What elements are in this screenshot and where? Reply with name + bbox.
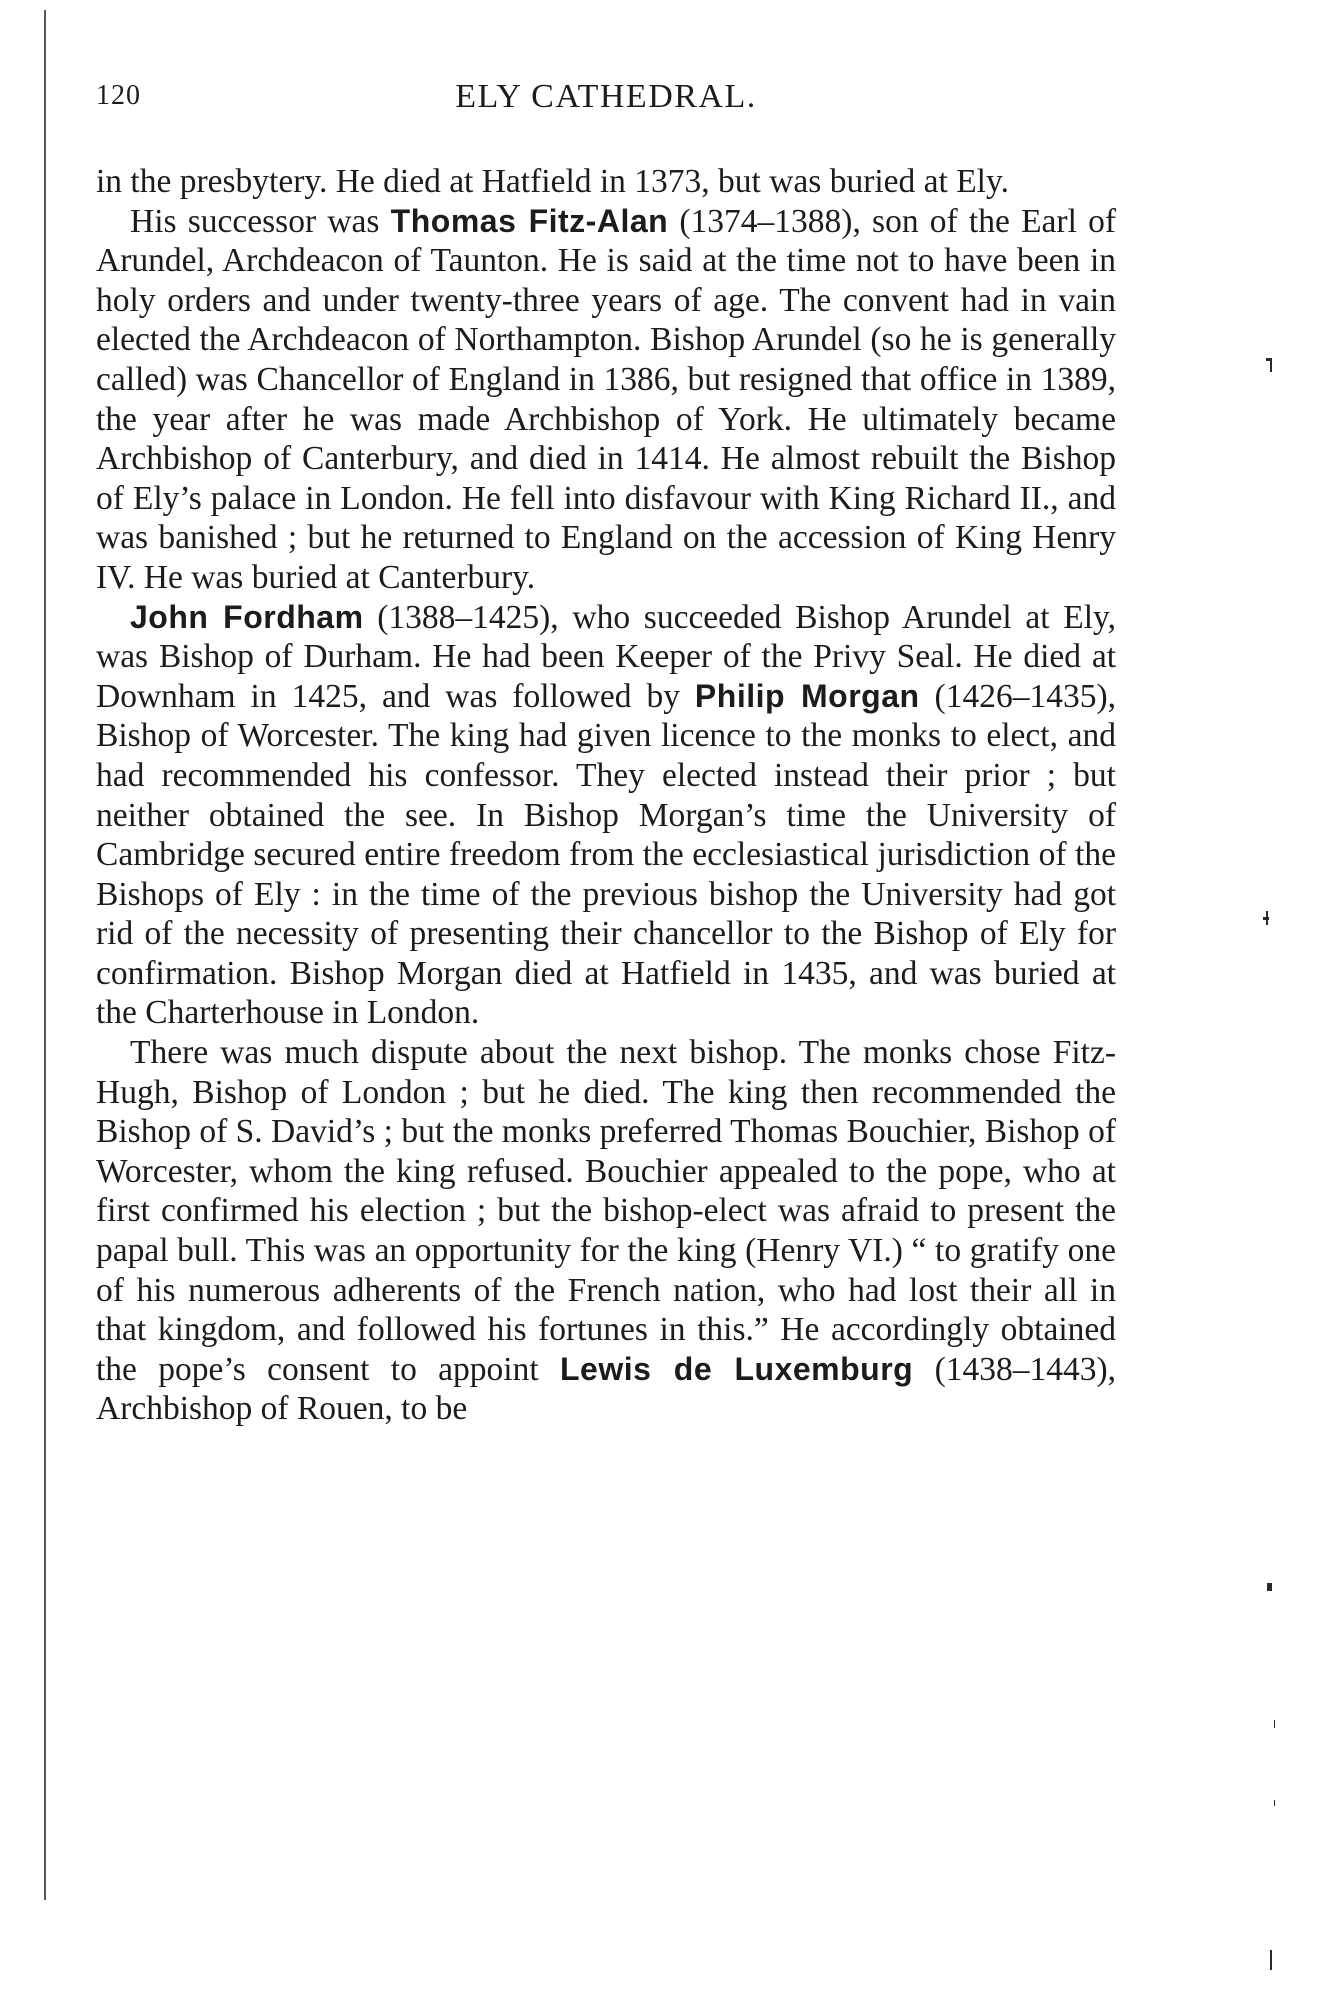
text-run: There was much dispute about the next bishop. The monks chose Fitz-Hugh, Bishop of London ; but he died. The king then recommended the Bishop of S. David’s ; but the monks preferred Thomas Bouchier, Bishop of Worcester, whom the king refused. Bouchier appealed to the pope, who at first confirmed his election ; but the bishop-elect was afraid to present the papal bull. This was an opportunity for the king (Henry VI.) “ to gratify one of his numerous adherents of the French nation, who had lost their all in that kingdom, and followed his fortunes in this.” He accordingly obtained the pope’s consent to appoint — [96, 1034, 1116, 1388]
text-run: (1388–1425), who succeeded Bishop Arundel at Ely, was Bishop of Durham. He had been Keeper of the Privy Seal. He died at Downham in 1425, and was followed by — [96, 598, 1116, 715]
bishop-name: Thomas Fitz-Alan — [390, 202, 669, 239]
scan-speck — [1270, 1950, 1272, 1970]
text-run: His successor was — [130, 202, 391, 240]
page-header — [96, 78, 1116, 122]
page-gutter-rule — [44, 10, 46, 1900]
paragraph — [96, 1033, 1116, 1429]
text-run: in the presbytery. He died at Hatfield in 1373, but was buried at Ely. — [96, 163, 1009, 200]
paragraph — [96, 162, 1116, 202]
running-head: ELY CATHEDRAL. — [455, 78, 757, 115]
paragraph — [96, 202, 1116, 598]
bishop-name: Lewis de Luxemburg — [560, 1350, 914, 1387]
paragraph — [96, 598, 1116, 1034]
body-text — [96, 162, 1116, 1429]
scan-speck — [1267, 1583, 1272, 1591]
bishop-name: John Fordham — [130, 598, 364, 635]
scan-speck — [1274, 1720, 1275, 1728]
text-run: (1426–1435), Bishop of Worcester. The king had given licence to the monks to elect, and had recommended his confessor. They elected instead their prior ; but neither obtained the see. In Bishop Morgan’s time the University of Cambridge secured entire freedom from the ecclesiastical jurisdiction of the Bishops of Ely : in the time of the previous bishop the University had got rid of the necessity of presenting their chancellor to the Bishop of Ely for confirmation. Bishop Morgan died at Hatfield in 1435, and was buried at the Charterhouse in London. — [96, 677, 1116, 1032]
text-run: (1438–1443), Archbishop of Rouen, to be — [96, 1350, 1117, 1428]
bishop-name: Philip Morgan — [694, 677, 920, 714]
scan-speck — [1274, 1800, 1275, 1806]
page-number: 120 — [96, 80, 141, 111]
scan-speck — [1266, 911, 1268, 925]
scan-speck — [1270, 360, 1272, 372]
text-run: (1374–1388), son of the Earl of Arundel, Archdeacon of Taunton. He is said at the time not to have been in holy orders and under twenty-three years of age. The convent had in vain elected the Archdeacon of Northampton. Bishop Arundel (so he is generally called) was Chancellor of England in 1386, but resigned that office in 1389, the year after he was made Archbishop of York. He ultimately became Archbishop of Canterbury, and died in 1414. He almost rebuilt the Bishop of Ely’s palace in London. He fell into disfavour with King Richard II., and was banished ; but he returned to England on the accession of King Henry IV. He was buried at Canterbury. — [96, 202, 1116, 596]
